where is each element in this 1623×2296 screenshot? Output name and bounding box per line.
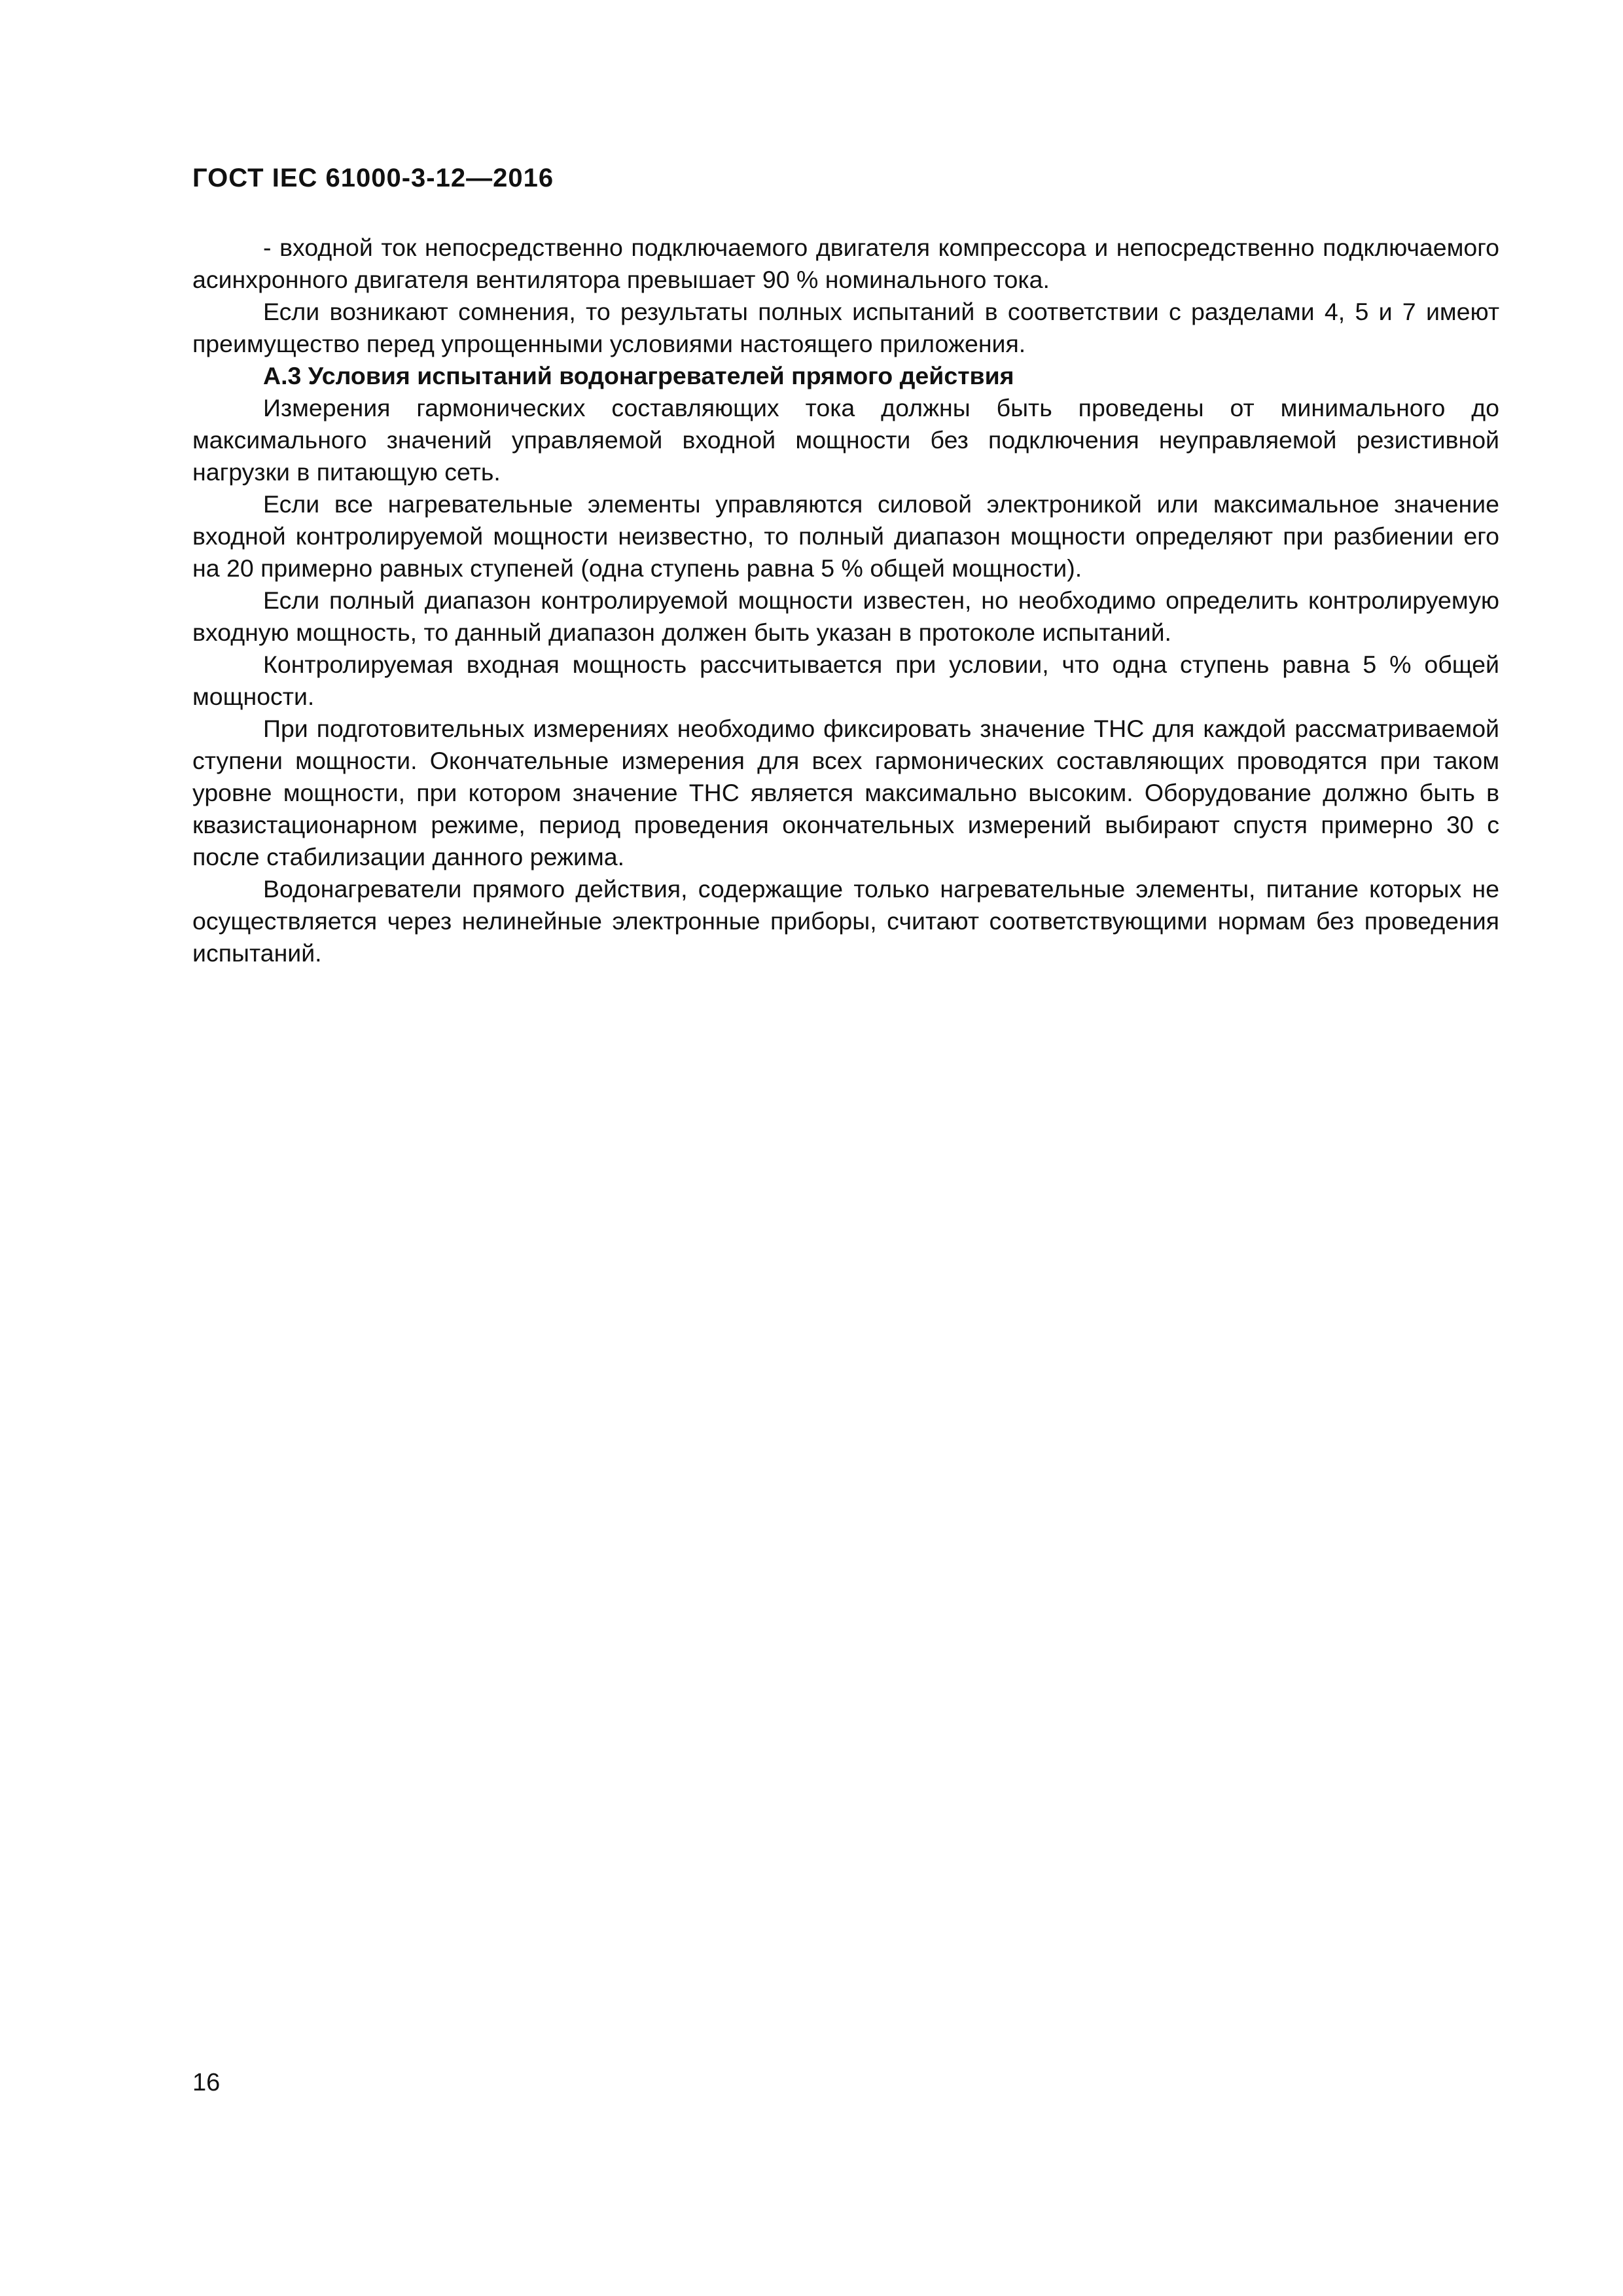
document-body (192, 232, 1499, 969)
page-number: 16 (192, 2069, 221, 2096)
paragraph: Водонагреватели прямого действия, содержащие только нагревательные элементы, питание которых не осуществляется через нелинейные электронные приборы, считают соответствующими нормам без проведения испытаний. (192, 875, 1499, 967)
document-header-id: ГОСТ IEC 61000-3-12—2016 (192, 164, 554, 192)
paragraph: Если возникают сомнения, то результаты полных испытаний в соответствии с разделами 4, 5 и 7 имеют преимущество перед упрощенными условиями настоящего приложения. (192, 298, 1499, 357)
paragraph: Контролируемая входная мощность рассчитывается при условии, что одна ступень равна 5 % общей мощности. (192, 651, 1499, 710)
list-item-paragraph: - входной ток непосредственно подключаемого двигателя компрессора и непосредственно подключаемого асинхронного двигателя вентилятора превышает 90 % номинального тока. (192, 234, 1499, 293)
paragraph: При подготовительных измерениях необходимо фиксировать значение ТНС для каждой рассматриваемой ступени мощности. Окончательные измерения для всех гармонических составляющих проводятся при таком уровне мощности, при котором значение ТНС является максимально высоким. Оборудование должно быть в квазистационарном режиме, период проведения окончательных измерений выбирают спустя примерно 30 с после стабилизации данного режима. (192, 715, 1499, 870)
paragraph: Если все нагревательные элементы управляются силовой электроникой или максимальное значение входной контролируемой мощности неизвестно, то полный диапазон мощности определяют при разбиении его на 20 примерно равных ступеней (одна ступень равна 5 % общей мощности). (192, 490, 1499, 582)
paragraph: Измерения гармонических составляющих тока должны быть проведены от минимального до максимального значений управляемой входной мощности без подключения неуправляемой резистивной нагрузки в питающую сеть. (192, 394, 1499, 486)
section-heading: А.3 Условия испытаний водонагревателей прямого действия (263, 362, 1014, 389)
paragraph: Если полный диапазон контролируемой мощности известен, но необходимо определить контролируемую входную мощность, то данный диапазон должен быть указан в протоколе испытаний. (192, 586, 1499, 646)
